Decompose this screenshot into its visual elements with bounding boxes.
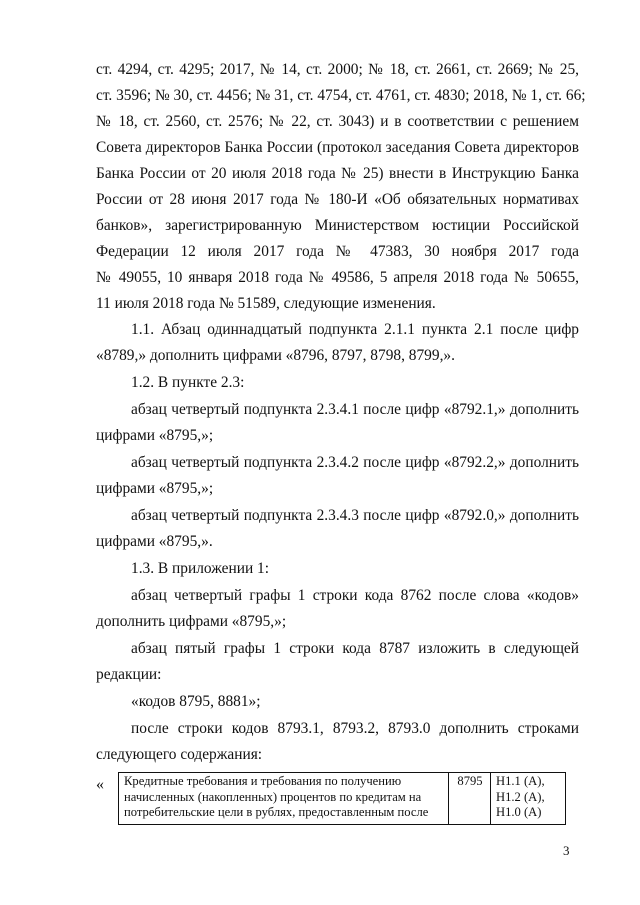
paragraph-line: Федерации 12 июля 2017 года № 47383, 30 ноября 2017 года bbox=[96, 243, 579, 260]
cell-line: Н1.0 (А) bbox=[496, 805, 542, 819]
paragraph-line: «8789,» дополнить цифрами «8796, 8797, 8798, 8799,». bbox=[96, 347, 455, 364]
paragraph-line: абзац пятый графы 1 строки кода 8787 изложить в следующей bbox=[131, 640, 579, 657]
insert-table bbox=[118, 772, 566, 825]
cell-line: Н1.1 (А), bbox=[496, 774, 545, 788]
paragraph-line: цифрами «8795,». bbox=[96, 533, 213, 550]
paragraph-line: 1.1. Абзац одиннадцатый подпункта 2.1.1 пункта 2.1 после цифр bbox=[131, 321, 579, 338]
paragraph-line: Совета директоров Банка России (протокол заседания Совета директоров bbox=[96, 139, 579, 156]
paragraph-line: Банка России от 20 июля 2018 года № 25) внести в Инструкцию Банка bbox=[96, 165, 579, 182]
paragraph-line: ст. 4294, ст. 4295; 2017, № 14, ст. 2000; № 18, ст. 2661, ст. 2669; № 25, bbox=[96, 61, 579, 78]
paragraph-line: России от 28 июня 2017 года № 180-И «Об обязательных нормативах bbox=[96, 191, 579, 208]
paragraph-line: абзац четвертый подпункта 2.3.4.2 после цифр «8792.2,» дополнить bbox=[131, 454, 579, 471]
paragraph-line: банков», зарегистрированную Министерством юстиции Российской bbox=[96, 217, 579, 234]
paragraph-line: абзац четвертый подпункта 2.3.4.1 после цифр «8792.1,» дополнить bbox=[131, 401, 579, 418]
table-row bbox=[119, 773, 566, 825]
paragraph-line: дополнить цифрами «8795,»; bbox=[96, 613, 287, 630]
paragraph-line: цифрами «8795,»; bbox=[96, 427, 214, 444]
paragraph-line: абзац четвертый графы 1 строки кода 8762 после слова «кодов» bbox=[131, 587, 579, 604]
cell-line: Н1.2 (А), bbox=[496, 789, 545, 804]
paragraph-line: после строки кодов 8793.1, 8793.2, 8793.0 дополнить строками bbox=[131, 720, 579, 737]
paragraph-line: «кодов 8795, 8881»; bbox=[131, 693, 261, 710]
cell-line: Кредитные требования и требования по получению bbox=[124, 774, 402, 788]
paragraph-line: следующего содержания: bbox=[96, 746, 263, 763]
section-heading: 1.3. В приложении 1: bbox=[131, 560, 269, 577]
paragraph-line: редакции: bbox=[96, 666, 162, 683]
cell-line: начисленных (накопленных) процентов по кредитам на bbox=[124, 789, 422, 804]
section-heading: 1.2. В пункте 2.3: bbox=[131, 374, 245, 391]
table-cell-norms bbox=[491, 773, 566, 825]
table-cell-code: 8795 bbox=[449, 773, 491, 825]
table-cell-description bbox=[119, 773, 449, 825]
paragraph-line: абзац четвертый подпункта 2.3.4.3 после цифр «8792.0,» дополнить bbox=[131, 507, 579, 524]
paragraph-line: № 49055, 10 января 2018 года № 49586, 5 апреля 2018 года № 50655, bbox=[96, 269, 579, 286]
page-number: 3 bbox=[563, 843, 570, 858]
opening-quote: « bbox=[96, 776, 104, 793]
paragraph-line: цифрами «8795,»; bbox=[96, 480, 214, 497]
paragraph-line: 11 июля 2018 года № 51589, следующие изменения. bbox=[96, 295, 436, 312]
cell-line: потребительские цели в рублях, предоставленным после bbox=[124, 805, 429, 819]
paragraph-line: № 18, ст. 2560, ст. 2576; № 22, ст. 3043) и в соответствии с решением bbox=[96, 113, 579, 130]
paragraph-line: ст. 3596; № 30, ст. 4456; № 31, ст. 4754, ст. 4761, ст. 4830; 2018, № 1, ст. 66; bbox=[96, 87, 586, 104]
